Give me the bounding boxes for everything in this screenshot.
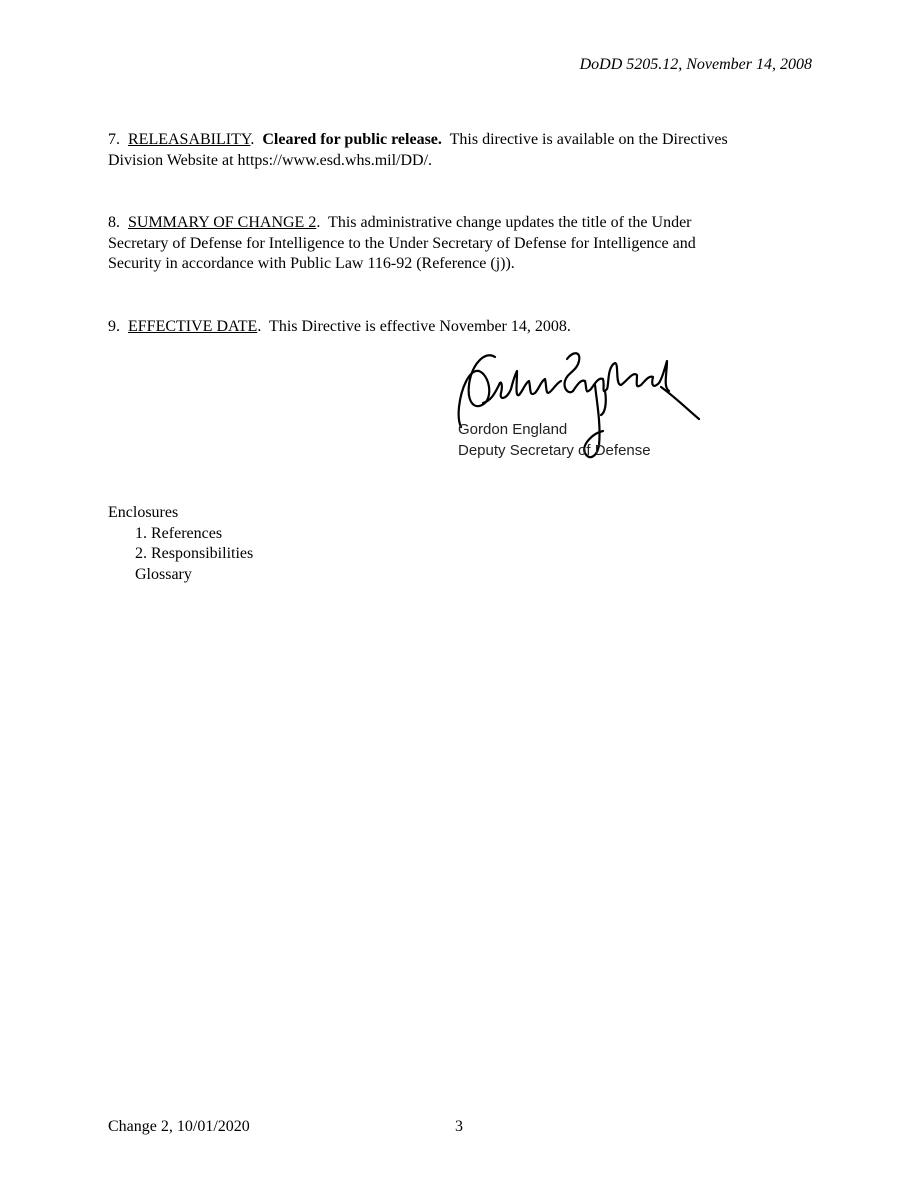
section-heading-effective-date: EFFECTIVE DATE [128, 318, 258, 335]
section-heading-summary-of-change: SUMMARY OF CHANGE 2 [128, 214, 317, 231]
summary-text-1: This administrative change updates the title of the Under [328, 214, 692, 231]
releasability-text-2: Division Website at https://www.esd.whs.mil/DD/. [108, 151, 433, 169]
document-reference-header: DoDD 5205.12, November 14, 2008 [579, 56, 812, 73]
signer-title: Deputy Secretary of Defense [458, 442, 651, 459]
section-heading-releasability: RELEASABILITY [128, 131, 251, 148]
section-releasability [108, 130, 820, 171]
effective-date-line [108, 317, 820, 338]
summary-text-3: Security in accordance with Public Law 116-92 (Reference (j)). [108, 255, 515, 272]
list-item: Glossary [135, 565, 192, 583]
signer-name: Gordon England [458, 421, 568, 438]
enclosures-list [108, 503, 253, 585]
section-effective-date [108, 317, 820, 338]
releasability-line-1 [108, 130, 820, 151]
enclosures-heading: Enclosures [108, 504, 179, 521]
section-number: 9. [108, 318, 120, 335]
summary-text-2: Secretary of Defense for Intelligence to the Under Secretary of Defense for Intelligence and [108, 234, 696, 252]
public-release-statement: Cleared for public release. [262, 131, 442, 148]
summary-line-1 [108, 213, 820, 234]
section-summary-of-change [108, 213, 820, 275]
releasability-text-1: This directive is available on the Directives [449, 131, 728, 148]
list-item: 1. References [135, 524, 223, 542]
enclosures-items [108, 524, 253, 586]
heading-punctuation: . [257, 318, 262, 335]
footer-page-number: 3 [455, 1118, 463, 1135]
list-item: 2. Responsibilities [135, 545, 254, 562]
footer-change-date: Change 2, 10/01/2020 [108, 1118, 250, 1135]
section-number: 7. [108, 131, 120, 148]
heading-punctuation: . [250, 131, 255, 148]
heading-punctuation: . [316, 214, 321, 231]
effective-date-text: This Directive is effective November 14, 2008. [269, 318, 571, 335]
signature-block [455, 345, 715, 470]
section-number: 8. [108, 214, 120, 231]
